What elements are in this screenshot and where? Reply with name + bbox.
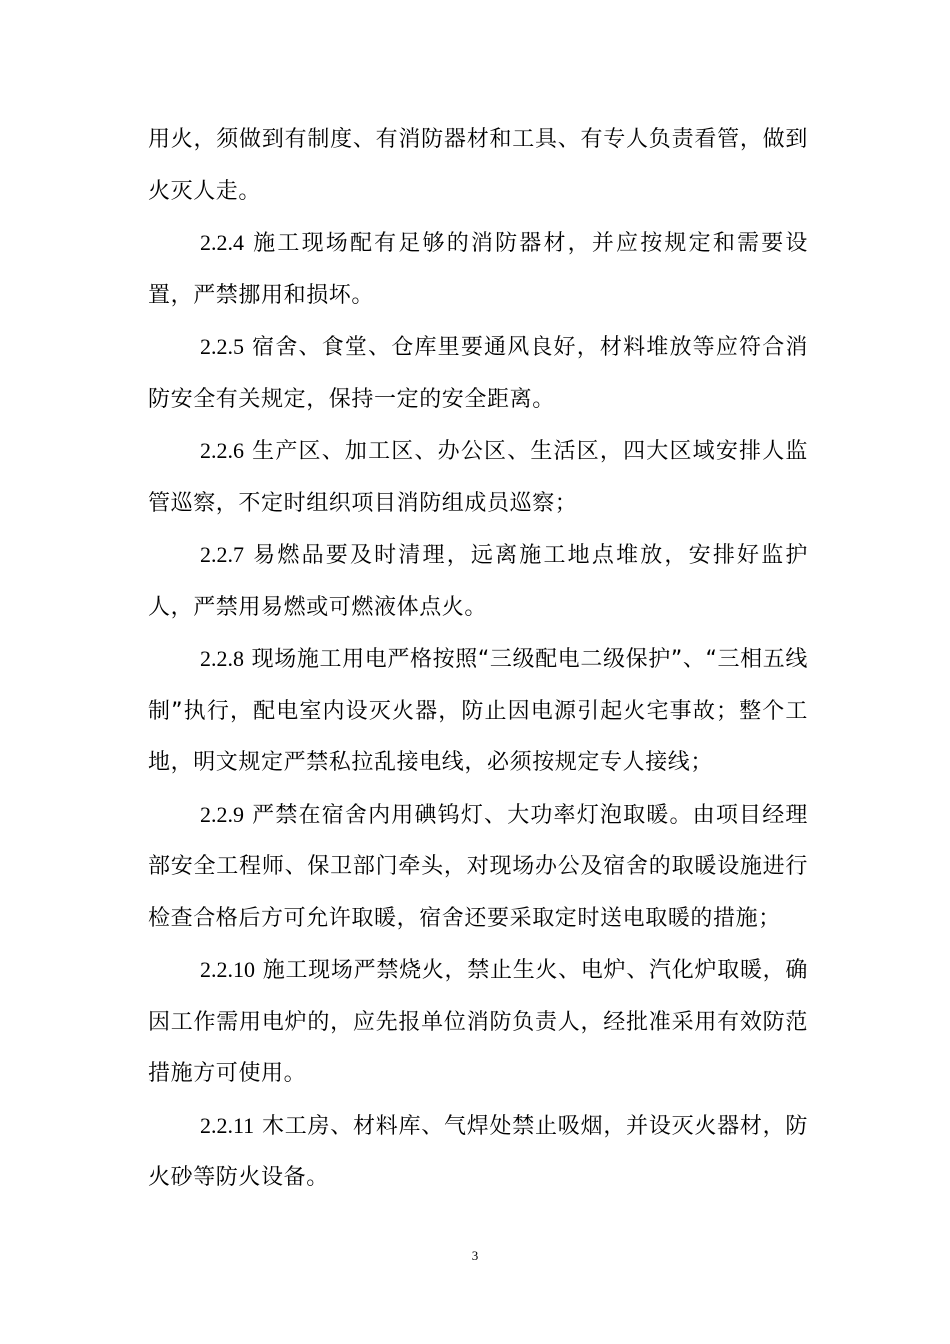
paragraph-text: 现场施工用电严格按照“三级配电二级保护”、“三相五线制”执行，配电室内设灭火器，防止因电源引起火宅事故；整个工地，明文规定严禁私拉乱接电线，必须按规定专人接线；: [148, 647, 808, 775]
section-number: 2.2.8: [200, 646, 244, 671]
paragraph-text: 生产区、加工区、办公区、生活区，四大区域安排人监管巡察，不定时组织项目消防组成员巡察；: [148, 439, 808, 516]
paragraph-2-2-6: [148, 425, 808, 529]
section-number: 2.2.9: [200, 801, 244, 827]
document-body: [148, 114, 808, 1204]
section-number: 2.2.6: [200, 438, 244, 463]
paragraph-text: 施工现场配有足够的消防器材，并应按规定和需要设置，严禁挪用和损坏。: [148, 231, 808, 308]
section-number: 2.2.4: [200, 230, 244, 255]
section-number: 2.2.11: [200, 1112, 255, 1138]
page-number: 3: [471, 1248, 479, 1263]
paragraph-2-2-5: [148, 321, 808, 425]
paragraph-text: 用火，须做到有制度、有消防器材和工具、有专人负责看管，做到火灭人走。: [148, 127, 808, 204]
paragraph-2-2-9: [148, 789, 808, 945]
paragraph-text: 严禁在宿舍内用碘钨灯、大功率灯泡取暖。由项目经理部安全工程师、保卫部门牵头，对现场办公及宿舍的取暖设施进行检查合格后方可允许取暖，宿舍还要采取定时送电取暖的措施；: [148, 802, 808, 931]
paragraph-text: 易燃品要及时清理，远离施工地点堆放，安排好监护人，严禁用易燃或可燃液体点火。: [148, 543, 808, 620]
paragraph-continuation: [148, 114, 808, 217]
section-number: 2.2.7: [200, 542, 244, 567]
paragraph-text: 施工现场严禁烧火，禁止生火、电炉、汽化炉取暖，确因工作需用电炉的，应先报单位消防负责人，经批准采用有效防范措施方可使用。: [148, 958, 808, 1086]
paragraph-2-2-8: [148, 633, 808, 789]
paragraph-text: 宿舍、食堂、仓库里要通风良好，材料堆放等应符合消防安全有关规定，保持一定的安全距离。: [148, 335, 808, 412]
paragraph-2-2-10: [148, 944, 808, 1100]
paragraph-2-2-7: [148, 529, 808, 633]
section-number: 2.2.10: [200, 957, 255, 982]
paragraph-2-2-4: [148, 217, 808, 321]
paragraph-text: 木工房、材料库、气焊处禁止吸烟，并设灭火器材，防火砂等防火设备。: [148, 1113, 808, 1190]
section-number: 2.2.5: [200, 334, 244, 359]
paragraph-2-2-11: [148, 1100, 808, 1204]
